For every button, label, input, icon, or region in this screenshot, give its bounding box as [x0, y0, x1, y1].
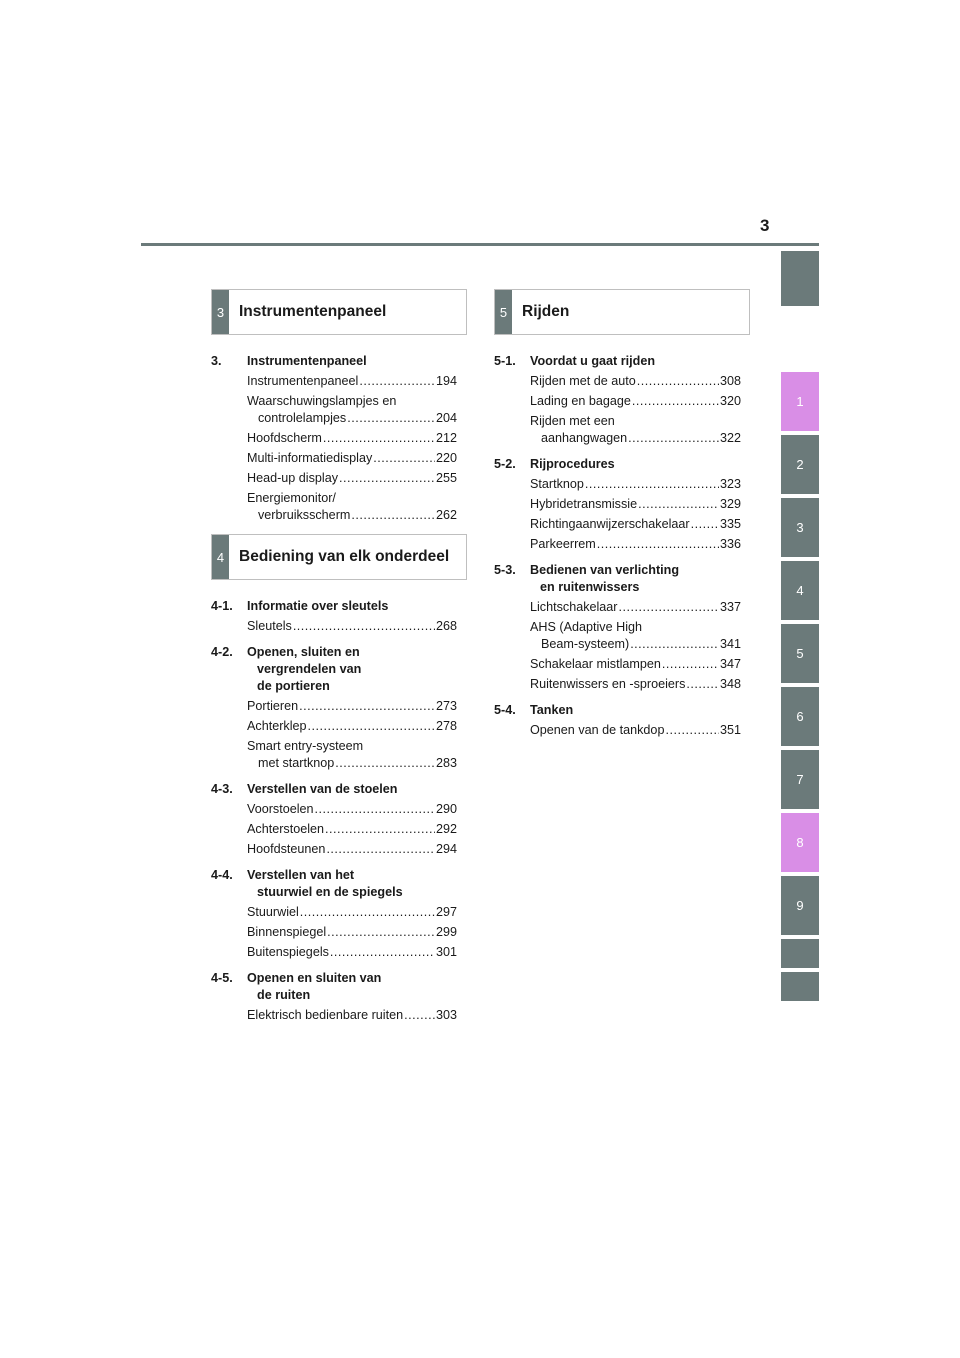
toc-entry[interactable]: Waarschuwingslampjes en controlelampjes ..... 204 — [211, 393, 457, 427]
page-ref: 268 — [435, 619, 457, 633]
page-ref: 212 — [435, 431, 457, 445]
toc-heading: 5-1. Voordat u gaat rijden — [494, 354, 656, 368]
section-title: Rijden — [522, 303, 570, 320]
toc-chapter-4 — [211, 598, 457, 1024]
toc-entry[interactable]: Achterstoelen ..... 292 — [211, 821, 457, 838]
page-ref: 220 — [435, 451, 457, 465]
toc-entry[interactable]: Ruitenwissers en -sproeiers ..... 348 — [494, 676, 741, 693]
header-rule — [141, 243, 819, 246]
toc-chapter-5 — [494, 353, 741, 739]
chapter-tab-label: 4 — [796, 583, 804, 598]
toc-entry[interactable]: Schakelaar mistlampen ..... 347 — [494, 656, 741, 673]
section-title: Instrumentenpaneel — [239, 303, 387, 320]
page-ref: 273 — [435, 699, 457, 713]
toc-entry[interactable]: Buitenspiegels ..... 301 — [211, 944, 457, 961]
page-ref: 204 — [435, 411, 457, 425]
toc-entry[interactable]: Instrumentenpaneel ..... 194 — [211, 373, 457, 390]
chapter-tab-1[interactable] — [781, 372, 819, 431]
page-ref: 290 — [435, 802, 457, 816]
chapter-tab-label: 2 — [796, 457, 804, 472]
toc-entry[interactable]: Portieren ..... 273 — [211, 698, 457, 715]
toc-heading: 4-2. Openen, sluiten en vergrendelen van de portieren — [211, 645, 362, 693]
toc-entry[interactable]: Hoofdscherm ..... 212 — [211, 430, 457, 447]
toc-heading: 4-3. Verstellen van de stoelen — [211, 782, 398, 796]
page-number: 3 — [760, 216, 770, 235]
chapter-tab-5[interactable] — [781, 624, 819, 683]
chapter-tab-label: 8 — [796, 835, 804, 850]
toc-entry[interactable]: AHS (Adaptive High Beam-systeem) ..... 341 — [494, 619, 741, 653]
page-ref: 283 — [435, 756, 457, 770]
chapter-tab-8[interactable] — [781, 813, 819, 872]
toc-heading: 5-2. Rijprocedures — [494, 457, 615, 471]
page-ref: 329 — [719, 497, 741, 511]
page-ref: 337 — [719, 600, 741, 614]
chapter-tab-label: 9 — [796, 898, 804, 913]
page-ref: 348 — [719, 677, 741, 691]
toc-heading: 4-4. Verstellen van het stuurwiel en de spiegels — [211, 868, 403, 899]
chapter-tab-2[interactable] — [781, 435, 819, 494]
chapter-tab-9[interactable] — [781, 876, 819, 935]
toc-entry[interactable]: Stuurwiel ..... 297 — [211, 904, 457, 921]
page-ref: 335 — [719, 517, 741, 531]
toc-heading: 4-1. Informatie over sleutels — [211, 599, 389, 613]
toc-entry[interactable]: Startknop ..... 323 — [494, 476, 741, 493]
toc-entry[interactable]: Rijden met de auto ..... 308 — [494, 373, 741, 390]
section-number: 4 — [212, 535, 229, 579]
toc-entry[interactable]: Richtingaanwijzerschakelaar ..... 335 — [494, 516, 741, 533]
toc-heading: 4-5. Openen en sluiten van de ruiten — [211, 971, 382, 1002]
toc-heading: 3. Instrumentenpaneel — [211, 354, 367, 368]
section-header-5[interactable] — [494, 289, 750, 335]
toc-entry[interactable]: Parkeerrem ..... 336 — [494, 536, 741, 553]
page-ref: 255 — [435, 471, 457, 485]
chapter-tab-label: 5 — [796, 646, 804, 661]
section-number: 5 — [495, 290, 512, 334]
chapter-tab-index[interactable] — [781, 939, 819, 968]
section-header-4[interactable] — [211, 534, 467, 580]
toc-chapter-3 — [211, 353, 457, 524]
toc-entry[interactable]: Smart entry-systeem met startknop ..... 283 — [211, 738, 457, 772]
page-ref: 278 — [435, 719, 457, 733]
page-ref: 303 — [435, 1008, 457, 1022]
page-ref: 347 — [719, 657, 741, 671]
toc-entry[interactable]: Elektrisch bedienbare ruiten ..... 303 — [211, 1007, 457, 1024]
chapter-tab-label: 3 — [796, 520, 804, 535]
page-ref: 297 — [435, 905, 457, 919]
page-ref: 194 — [435, 374, 457, 388]
chapter-tab-4[interactable] — [781, 561, 819, 620]
page-ref: 323 — [719, 477, 741, 491]
chapter-tab-7[interactable] — [781, 750, 819, 809]
chapter-tab-3[interactable] — [781, 498, 819, 557]
chapter-tab-label: 7 — [796, 772, 804, 787]
chapter-tab-back[interactable] — [781, 972, 819, 1001]
toc-heading: 5-4. Tanken — [494, 703, 574, 717]
page-ref: 351 — [719, 723, 741, 737]
toc-entry[interactable]: Energiemonitor/ verbruiksscherm ..... 262 — [211, 490, 457, 524]
toc-entry[interactable]: Sleutels ..... 268 — [211, 618, 457, 635]
page-ref: 301 — [435, 945, 457, 959]
section-number: 3 — [212, 290, 229, 334]
page-ref: 320 — [719, 394, 741, 408]
chapter-tab-label: 1 — [796, 394, 804, 409]
page-ref: 336 — [719, 537, 741, 551]
page-ref: 262 — [435, 508, 457, 522]
toc-entry[interactable]: Lichtschakelaar ..... 337 — [494, 599, 741, 616]
chapter-tab-blank-top[interactable] — [781, 251, 819, 306]
toc-entry[interactable]: Multi-informatiedisplay ..... 220 — [211, 450, 457, 467]
page-ref: 294 — [435, 842, 457, 856]
chapter-tab-6[interactable] — [781, 687, 819, 746]
toc-heading: 5-3. Bedienen van verlichting en ruitenwissers — [494, 563, 680, 594]
toc-entry[interactable]: Lading en bagage ..... 320 — [494, 393, 741, 410]
page-ref: 322 — [719, 431, 741, 445]
page-ref: 341 — [719, 637, 741, 651]
toc-entry[interactable]: Hybridetransmissie ..... 329 — [494, 496, 741, 513]
toc-entry[interactable]: Binnenspiegel ..... 299 — [211, 924, 457, 941]
page-ref: 308 — [719, 374, 741, 388]
toc-entry[interactable]: Head-up display ..... 255 — [211, 470, 457, 487]
section-title: Bediening van elk onderdeel — [239, 548, 450, 565]
toc-entry[interactable]: Rijden met een aanhangwagen ..... 322 — [494, 413, 741, 447]
section-header-3[interactable] — [211, 289, 467, 335]
toc-entry[interactable]: Achterklep ..... 278 — [211, 718, 457, 735]
page-ref: 292 — [435, 822, 457, 836]
chapter-tab-label: 6 — [796, 709, 804, 724]
toc-entry[interactable]: Openen van de tankdop ..... 351 — [494, 722, 741, 739]
toc-entry[interactable]: Hoofdsteunen ..... 294 — [211, 841, 457, 858]
page-ref: 299 — [435, 925, 457, 939]
toc-entry[interactable]: Voorstoelen ..... 290 — [211, 801, 457, 818]
